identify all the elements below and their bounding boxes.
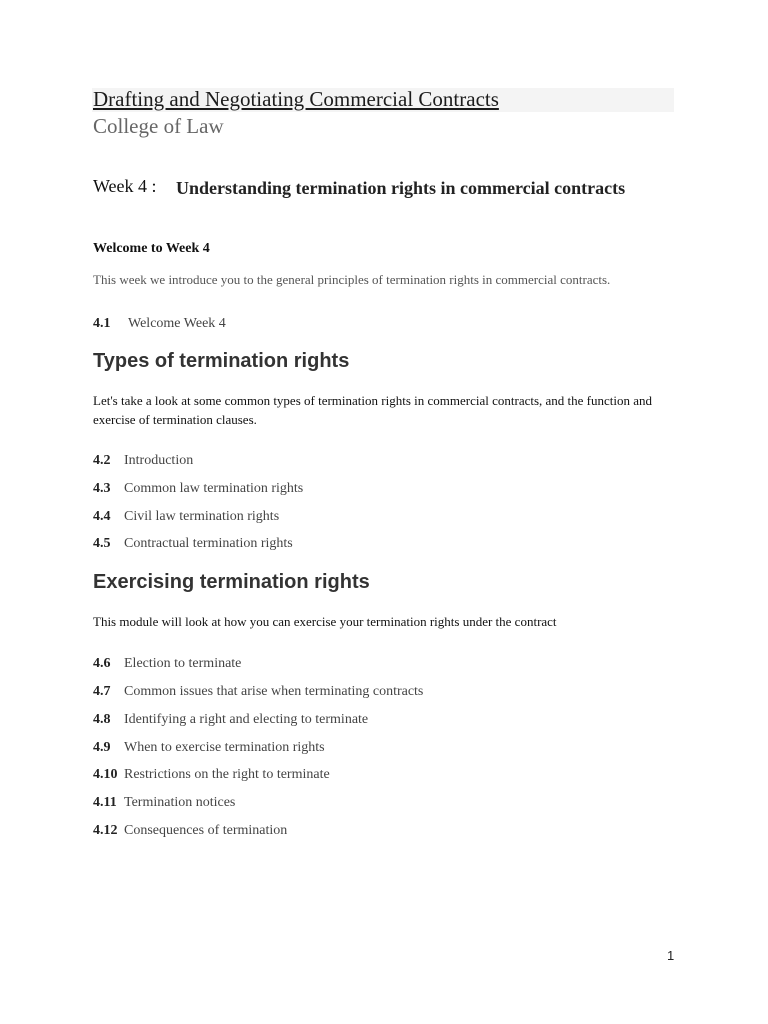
week-label: Week 4 : (93, 176, 157, 196)
item-label: Election to terminate (124, 656, 242, 671)
document-subtitle: College of Law (93, 114, 224, 138)
item-label: Common issues that arise when terminating contracts (124, 684, 424, 699)
item-number: 4.3 (93, 481, 111, 496)
document-title: Drafting and Negotiating Commercial Contracts (93, 87, 499, 111)
item-number: 4.9 (93, 740, 111, 755)
item-number: 4.1 (93, 316, 111, 331)
list-item[interactable] (93, 767, 330, 783)
list-item[interactable] (93, 536, 293, 552)
item-label: Contractual termination rights (124, 536, 293, 551)
item-number: 4.5 (93, 536, 111, 551)
item-label: Termination notices (124, 795, 236, 810)
item-label: Restrictions on the right to terminate (124, 767, 330, 782)
item-number: 4.4 (93, 509, 111, 524)
week-title: Understanding termination rights in commercial contracts (176, 178, 626, 198)
page-number: 1 (667, 948, 675, 963)
item-label: When to exercise termination rights (124, 740, 325, 755)
item-label: Consequences of termination (124, 823, 288, 838)
list-item[interactable] (93, 684, 423, 700)
list-item[interactable] (93, 823, 287, 839)
item-number: 4.2 (93, 453, 111, 468)
section-description: Let's take a look at some common types of termination rights in commercial contracts, and the function and exercise of termination clauses. (93, 393, 653, 427)
intro-paragraph: This week we introduce you to the general principles of termination rights in commercial contracts. (93, 272, 611, 287)
item-label: Introduction (124, 453, 194, 468)
list-item[interactable] (93, 316, 226, 332)
item-label: Common law termination rights (124, 481, 304, 496)
item-number: 4.6 (93, 656, 111, 671)
section-heading-types: Types of termination rights (93, 350, 350, 372)
section-heading-exercising: Exercising termination rights (93, 571, 370, 593)
item-label: Civil law termination rights (124, 509, 280, 524)
item-label: Identifying a right and electing to terminate (124, 712, 369, 727)
list-item[interactable] (93, 795, 235, 811)
section-description: This module will look at how you can exercise your termination rights under the contract (93, 614, 557, 629)
list-item[interactable] (93, 481, 303, 497)
item-label: Welcome Week 4 (128, 316, 226, 331)
item-number: 4.12 (93, 823, 118, 838)
item-number: 4.8 (93, 712, 111, 727)
item-number: 4.11 (93, 795, 117, 810)
item-number: 4.7 (93, 684, 111, 699)
item-number: 4.10 (93, 767, 118, 782)
list-item[interactable] (93, 712, 368, 728)
list-item[interactable] (93, 453, 193, 469)
list-item[interactable] (93, 656, 241, 672)
list-item[interactable] (93, 740, 325, 756)
list-item[interactable] (93, 509, 279, 525)
welcome-heading: Welcome to Week 4 (93, 241, 210, 256)
